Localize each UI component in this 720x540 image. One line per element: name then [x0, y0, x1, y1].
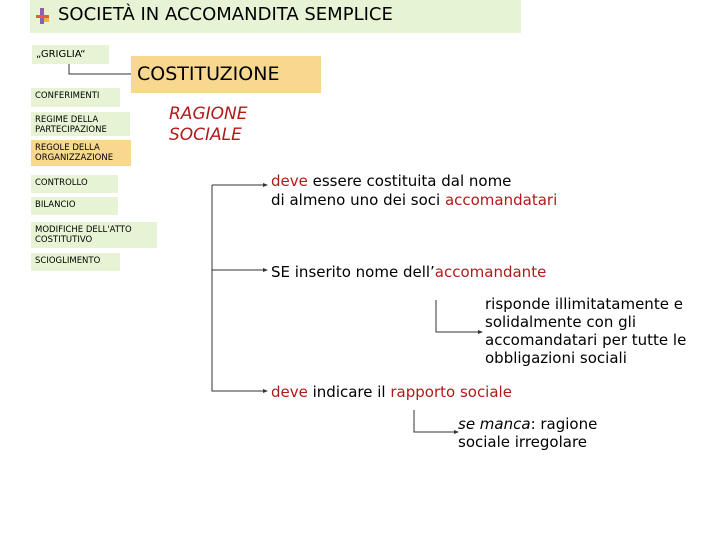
rule2-line — [271, 263, 546, 281]
rule3-se-manca: se manca — [458, 415, 531, 433]
griglia-label: „GRIGLIA“ — [32, 45, 109, 64]
rule1-deve: deve — [271, 172, 308, 190]
sidebar-item-bilancio[interactable]: BILANCIO — [31, 197, 118, 215]
ragione-sociale-label: RAGIONE SOCIALE — [169, 104, 248, 145]
rule3-line — [271, 383, 512, 401]
rule3-consequence — [458, 415, 597, 451]
rule1-line1 — [271, 172, 511, 190]
griglia-connector — [69, 64, 131, 74]
rule3-mid: indicare il — [307, 383, 391, 401]
rule3-rapporto-sociale: rapporto sociale — [390, 383, 512, 401]
rule3-consequence-rest: : ragione sociale irregolare — [458, 415, 598, 451]
rule1-line2 — [271, 191, 557, 209]
sidebar-item-controllo[interactable]: CONTROLLO — [31, 175, 118, 193]
rule1-line2-pre: di almeno uno dei soci — [271, 191, 445, 209]
main-trunk-connector — [212, 185, 263, 391]
rule1-line1-rest: essere costituita dal nome — [307, 172, 512, 190]
sidebar-item-modifiche-atto[interactable]: MODIFICHE DELL'ATTO COSTITUTIVO — [31, 222, 157, 248]
sidebar-item-regime-partecipazione[interactable]: REGIME DELLA PARTECIPAZIONE — [31, 112, 130, 136]
sidebar-item-regole-organizzazione[interactable]: REGOLE DELLA ORGANIZZAZIONE — [31, 140, 131, 166]
page-title: SOCIETÀ IN ACCOMANDITA SEMPLICE — [58, 4, 393, 25]
costituzione-heading: COSTITUZIONE — [131, 56, 321, 93]
rule3-deve: deve — [271, 383, 308, 401]
rule2-consequence: risponde illimitatamente e solidalmente con gli accomandatari per tutte le obbligazioni sociali — [485, 295, 687, 367]
rapporto-connector — [414, 410, 454, 432]
sidebar-item-conferimenti[interactable]: CONFERIMENTI — [31, 88, 120, 107]
rule2-pre: SE inserito nome dell’ — [271, 263, 435, 281]
rule2-accomandante: accomandante — [434, 263, 547, 281]
rule1-accomandatari: accomandatari — [444, 191, 558, 209]
sidebar-item-scioglimento[interactable]: SCIOGLIMENTO — [31, 253, 120, 271]
accomandante-connector — [436, 300, 478, 332]
